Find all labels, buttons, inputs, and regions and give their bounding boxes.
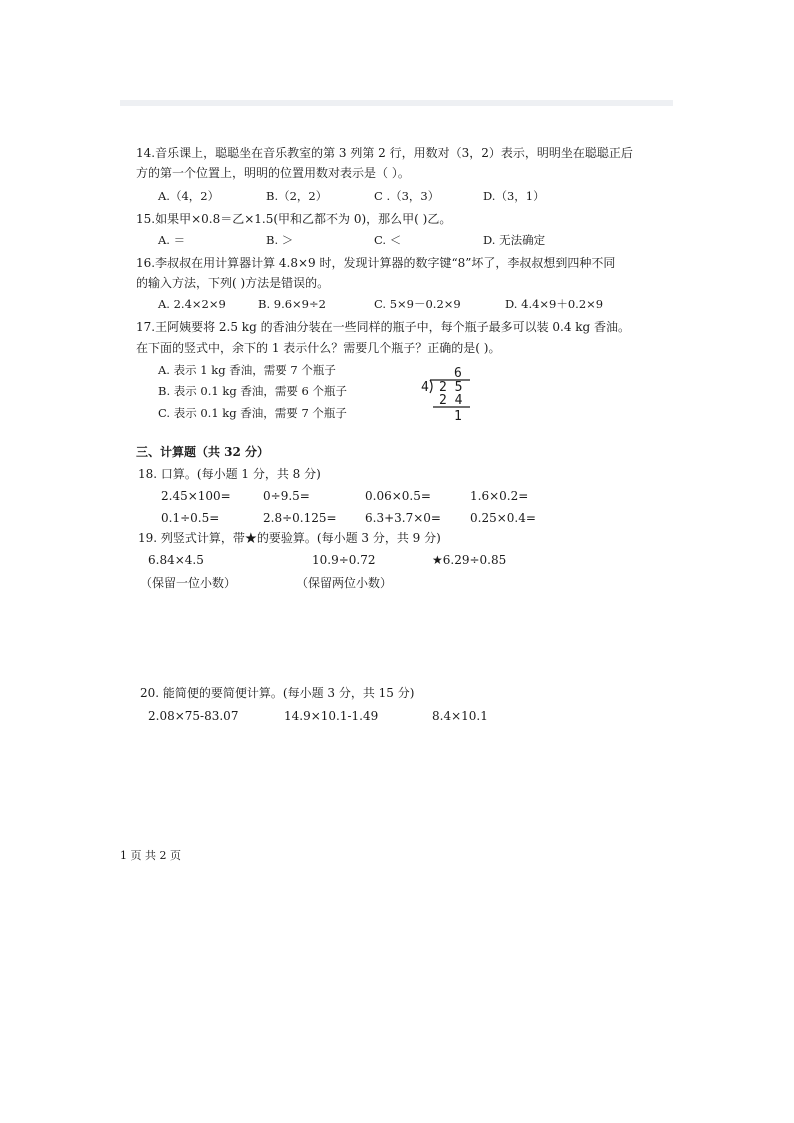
division-remainder: 1 (454, 409, 462, 424)
q20-item-3: 8.4×10.1 (432, 709, 488, 723)
q18-item-6: 2.8÷0.125= (263, 511, 337, 525)
q18-item-7: 6.3+3.7×0= (365, 511, 441, 525)
q17-option-a[interactable]: A. 表示 1 kg 香油，需要 7 个瓶子 (158, 363, 336, 377)
q15-option-a[interactable]: A. ＝ (158, 233, 186, 247)
q17-line2: 在下面的竖式中，余下的 1 表示什么？需要几个瓶子？正确的是( )。 (136, 341, 501, 355)
q15-option-c[interactable]: C. ＜ (374, 233, 402, 247)
long-division (418, 366, 478, 426)
q16-line2: 的输入方法，下列( )方法是错误的。 (136, 276, 330, 290)
q19-note-2: （保留两位小数） (296, 576, 393, 590)
q20-item-1: 2.08×75-83.07 (148, 709, 239, 723)
division-quotient: 6 (454, 366, 462, 381)
q16-option-a[interactable]: A. 2.4×2×9 (158, 297, 226, 311)
q18-item-3: 0.06×0.5= (365, 489, 431, 503)
q18-item-4: 1.6×0.2= (470, 489, 529, 503)
q15-option-b[interactable]: B. ＞ (266, 233, 294, 247)
q18-title: 18. 口算。(每小题 1 分，共 8 分) (138, 467, 321, 481)
q18-item-2: 0÷9.5= (263, 489, 310, 503)
q16-line1: 16.李叔叔在用计算器计算 4.8×9 时，发现计算器的数字键“8”坏了，李叔叔想到四种不同 (136, 256, 616, 270)
q16-option-b[interactable]: B. 9.6×9÷2 (258, 297, 326, 311)
q15-option-d[interactable]: D. 无法确定 (483, 233, 546, 247)
q18-item-5: 0.1÷0.5= (161, 511, 220, 525)
q16-option-c[interactable]: C. 5×9－0.2×9 (374, 297, 461, 311)
q17-option-b[interactable]: B. 表示 0.1 kg 香油，需要 6 个瓶子 (158, 384, 347, 398)
division-divisor: 4 (421, 380, 429, 395)
q14-option-d[interactable]: D.（3，1） (483, 189, 545, 203)
division-dividend: 2 5 (439, 380, 463, 395)
q18-item-8: 0.25×0.4= (470, 511, 536, 525)
q14-line2: 方的第一个位置上，明明的位置用数对表示是（ ）。 (136, 166, 410, 180)
division-product: 2 4 (439, 393, 463, 408)
q19-item-2: 10.9÷0.72 (312, 553, 376, 567)
section3-title: 三、计算题（共 32 分） (136, 445, 270, 459)
q17-line1: 17.王阿姨要将 2.5 kg 的香油分装在一些同样的瓶子中，每个瓶子最多可以装 0.4 kg 香油。 (136, 320, 631, 334)
q19-title: 19. 列竖式计算，带★的要验算。(每小题 3 分，共 9 分) (138, 531, 441, 545)
q14-option-b[interactable]: B.（2，2） (266, 189, 328, 203)
q14-line1: 14.音乐课上，聪聪坐在音乐教室的第 3 列第 2 行，用数对（3，2）表示，明明坐在聪聪正后 (136, 146, 633, 160)
q14-option-a[interactable]: A.（4，2） (158, 189, 220, 203)
q20-title: 20. 能简便的要简便计算。(每小题 3 分，共 15 分) (140, 686, 415, 700)
q19-note-1: （保留一位小数） (140, 576, 237, 590)
q16-option-d[interactable]: D. 4.4×9＋0.2×9 (505, 297, 604, 311)
q14-option-c[interactable]: C .（3，3） (374, 189, 440, 203)
q19-item-1: 6.84×4.5 (148, 553, 204, 567)
q17-option-c[interactable]: C. 表示 0.1 kg 香油，需要 7 个瓶子 (158, 406, 347, 420)
q15-line1: 15.如果甲×0.8＝乙×1.5(甲和乙都不为 0)，那么甲( )乙。 (136, 212, 452, 226)
q19-item-3: ★6.29÷0.85 (432, 553, 507, 567)
page-number: 1 页 共 2 页 (120, 849, 181, 862)
page-top-band (120, 100, 673, 106)
q18-item-1: 2.45×100= (161, 489, 231, 503)
q20-item-2: 14.9×10.1-1.49 (284, 709, 379, 723)
